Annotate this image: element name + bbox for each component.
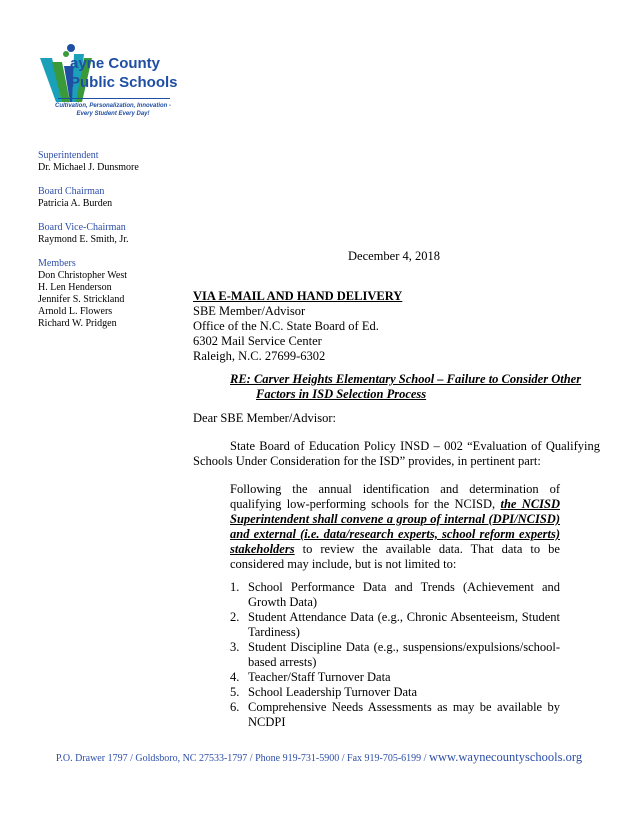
quote-text: Following the annual identification and determination of qualifying low-performing schools for the NCISD, [230,482,560,511]
member-name: Richard W. Pridgen [38,318,117,329]
list-text: Teacher/Staff Turnover Data [248,670,391,684]
logo-text-line-2: Public Schools [70,74,178,91]
footer-website-link[interactable]: www.waynecountyschools.org [428,750,583,764]
subject-line-1: RE: Carver Heights Elementary School – Failure to Consider Other [230,372,582,386]
list-number: 5. [230,685,240,699]
vice-chairman-name: Raymond E. Smith, Jr. [38,234,129,245]
list-text: Student Attendance Data (e.g., Chronic Absenteeism, Student Tardiness) [248,610,560,639]
list-text: School Performance Data and Trends (Achievement and Growth Data) [248,580,560,609]
logo-tagline-1: Cultivation, Personalization, Innovation - [54,103,171,109]
address-line: Raleigh, N.C. 27699-6302 [193,349,326,363]
logo-tagline-2: Every Student Every Day! [76,111,150,117]
member-name: Jennifer S. Strickland [38,294,125,305]
address-line: SBE Member/Advisor [193,304,306,318]
policy-quote [230,482,560,572]
footer-address: P.O. Drawer 1797 / Goldsboro, NC 27533-1797 / Phone 919-731-5900 / Fax 919-705-6199 / [55,753,429,764]
list-text: Comprehensive Needs Assessments as may be available by NCDPI [248,700,560,729]
list-item [230,610,560,640]
logo-text-line-1: ayne County [70,55,161,72]
list-item [230,640,560,670]
list-item [230,580,560,610]
delivery-method: VIA E-MAIL AND HAND DELIVERY [193,289,403,303]
list-number: 1. [230,580,240,594]
quote-emphasis: the NCISD Superintendent shall convene a group of internal (DPI/NCISD) and external (i.e. data/research experts, school reform experts) stakeholders [230,497,560,556]
list-number: 3. [230,640,240,654]
member-name: Don Christopher West [38,270,128,281]
vice-chairman-label: Board Vice-Chairman [38,222,126,233]
list-number: 4. [230,670,240,684]
subject-line-2: Factors in ISD Selection Process [256,387,427,401]
superintendent-name: Dr. Michael J. Dunsmore [38,162,139,173]
address-line: 6302 Mail Service Center [193,334,322,348]
list-item [230,685,560,700]
recipient-address [193,289,603,364]
list-number: 2. [230,610,240,624]
list-text: School Leadership Turnover Data [248,685,418,699]
member-name: Arnold L. Flowers [38,306,113,317]
letterhead-footer [0,750,638,765]
body-paragraph: State Board of Education Policy INSD – 002 “Evaluation of Qualifying Schools Under Consideration for the ISD” provides, in pertinent part: [193,439,600,468]
subject-line [230,372,600,402]
list-item [230,700,560,730]
list-item [230,670,560,685]
salutation: Dear SBE Member/Advisor: [193,411,337,425]
list-text: Student Discipline Data (e.g., suspensions/expulsions/school-based arrests) [248,640,560,669]
board-sidebar [38,150,188,342]
member-name: H. Len Henderson [38,282,112,293]
list-number: 6. [230,700,240,714]
chairman-label: Board Chairman [38,186,105,197]
quote-text: to review the available data. That data to be considered may include, but is not limited to: [230,542,560,571]
logo-divider [58,98,170,99]
superintendent-label: Superintendent [38,150,99,161]
letter-date: December 4, 2018 [348,249,440,263]
data-list [230,580,560,730]
address-line: Office of the N.C. State Board of Ed. [193,319,379,333]
logo-tagline [54,102,172,118]
members-label: Members [38,258,76,269]
chairman-name: Patricia A. Burden [38,198,113,209]
